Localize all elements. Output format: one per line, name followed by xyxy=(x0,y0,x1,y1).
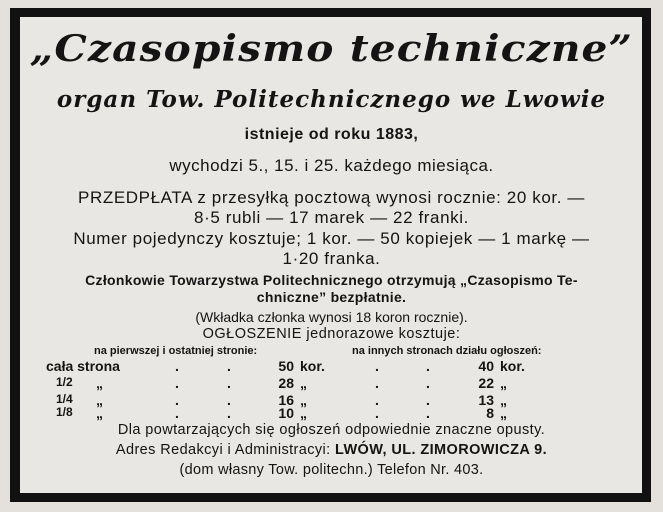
unit-first-page: kor. xyxy=(300,358,325,374)
frame-top-rule xyxy=(12,9,650,17)
frame-bottom-rule xyxy=(12,493,650,501)
price-header-other-pages: na innych stronach działu ogłoszeń: xyxy=(352,345,542,357)
established-line: istnieje od roku 1883, xyxy=(244,126,419,143)
corner-ornament-top-left xyxy=(11,8,21,18)
price-other-pages: 22 xyxy=(478,375,494,391)
leader-dot: . xyxy=(426,375,430,391)
leader-dot: . xyxy=(175,358,179,374)
leader-dot: . xyxy=(375,405,379,421)
price-other-pages: 13 xyxy=(478,392,494,408)
price-first-page: 16 xyxy=(278,392,294,408)
row-label: 1/4 xyxy=(56,392,73,406)
leader-dot: . xyxy=(227,392,231,408)
corner-ornament-top-right xyxy=(641,8,651,18)
price-first-page: 28 xyxy=(278,375,294,391)
address-street: LWÓW, UL. ZIMOROWICZA 9. xyxy=(335,442,548,458)
unit-other-pages: kor. xyxy=(500,358,525,374)
price-other-pages: 40 xyxy=(478,358,494,374)
house-phone-note: (dom własny Tow. politechn.) Telefon Nr. 403. xyxy=(179,462,484,478)
ditto-mark: „ xyxy=(96,375,103,391)
leader-dot: . xyxy=(227,405,231,421)
frequency-line: wychodzi 5., 15. i 25. każdego miesiąca. xyxy=(169,156,494,175)
unit-first-page: „ xyxy=(300,405,307,421)
leader-dot: . xyxy=(375,375,379,391)
ditto-mark: „ xyxy=(96,392,103,408)
discount-note: Dla powtarzających się ogłoszeń odpowiednie znaczne opusty. xyxy=(117,422,546,438)
address-prefix: Adres Redakcyi i Administracyi: xyxy=(115,442,336,458)
leader-dot: . xyxy=(175,392,179,408)
leader-dot: . xyxy=(227,375,231,391)
price-first-page: 50 xyxy=(278,358,294,374)
journal-title: „Czasopismo techniczne” xyxy=(29,28,634,70)
journal-subtitle: organ Tow. Politechnicznego we Lwowie xyxy=(56,86,607,113)
corner-ornament-bottom-left xyxy=(11,492,21,502)
leader-dot: . xyxy=(175,405,179,421)
address-line xyxy=(0,442,663,458)
subscription-line-1: PRZEDPŁATA z przesyłką pocztową wynosi rocznie: 20 kor. — xyxy=(78,188,585,207)
leader-dot: . xyxy=(227,358,231,374)
row-label: cała strona xyxy=(46,358,120,374)
single-issue-line-2: 1·20 franka. xyxy=(282,249,381,268)
row-label: 1/8 xyxy=(56,405,73,419)
price-row-half-page xyxy=(0,375,663,392)
subscription-line-2: 8·5 rubli — 17 marek — 22 franki. xyxy=(194,208,469,227)
single-issue-line-1: Numer pojedynczy kosztuje; 1 kor. — 50 kopiejek — 1 markę — xyxy=(73,229,590,248)
leader-dot: . xyxy=(426,392,430,408)
price-header-first-page: na pierwszej i ostatniej stronie: xyxy=(94,345,258,357)
unit-other-pages: „ xyxy=(500,405,507,421)
leader-dot: . xyxy=(426,405,430,421)
leader-dot: . xyxy=(175,375,179,391)
unit-first-page: „ xyxy=(300,392,307,408)
unit-other-pages: „ xyxy=(500,392,507,408)
price-other-pages: 8 xyxy=(486,405,494,421)
price-row-eighth-page xyxy=(0,405,663,422)
members-line-1: Członkowie Towarzystwa Politechnicznego otrzymują „Czasopismo Te- xyxy=(85,272,578,288)
unit-first-page: „ xyxy=(300,375,307,391)
unit-other-pages: „ xyxy=(500,375,507,391)
leader-dot: . xyxy=(426,358,430,374)
members-line-2: chniczne” bezpłatnie. xyxy=(256,289,407,305)
insert-note: (Wkładka członka wynosi 18 koron rocznie). xyxy=(195,309,468,325)
leader-dot: . xyxy=(375,392,379,408)
row-label: 1/2 xyxy=(56,375,73,389)
price-row-full-page xyxy=(0,358,663,375)
price-first-page: 10 xyxy=(278,405,294,421)
ditto-mark: „ xyxy=(96,405,103,421)
corner-ornament-bottom-right xyxy=(641,492,651,502)
ads-heading: OGŁOSZENIE jednorazowe kosztuje: xyxy=(202,326,461,342)
leader-dot: . xyxy=(375,358,379,374)
